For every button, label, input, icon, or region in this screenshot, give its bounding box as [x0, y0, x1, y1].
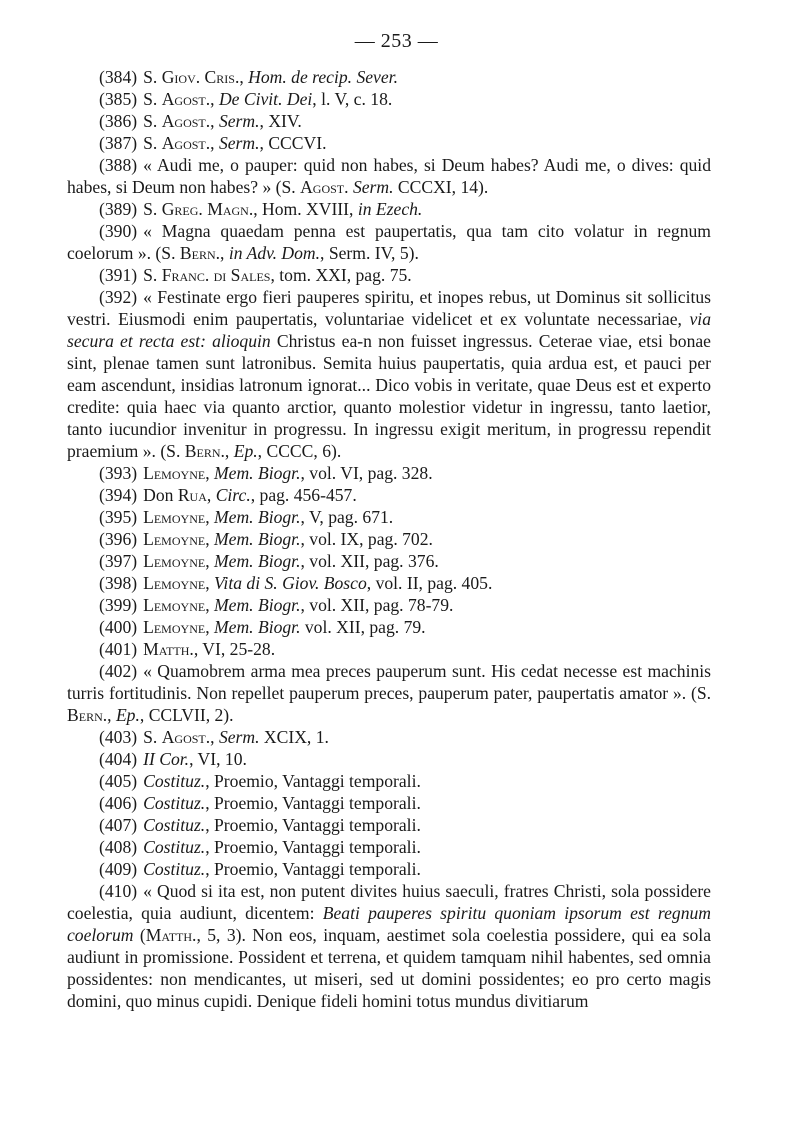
footnotes-list	[67, 66, 711, 1012]
footnote-author-name: Matth.	[143, 639, 194, 659]
footnote	[67, 726, 711, 748]
footnote-text: Don	[143, 485, 178, 505]
footnote-italic-text: via secura et recta est: alioquin	[67, 309, 711, 351]
footnote-number: (389)	[99, 199, 138, 219]
footnote	[67, 814, 711, 836]
footnote-text: S.	[143, 111, 162, 131]
footnote-text: , CCLVII, 2).	[139, 705, 234, 725]
footnote-italic-text: Serm.	[218, 133, 260, 153]
footnote-text: ,	[220, 243, 229, 263]
footnote	[67, 572, 711, 594]
footnote-author-name: Rua	[177, 485, 207, 505]
footnote-number: (401)	[99, 639, 138, 659]
footnote-text: ,	[205, 573, 214, 593]
footnote	[67, 528, 711, 550]
footnote-author-name: Lemoyne	[143, 595, 206, 615]
footnote-author-name: Agost.	[161, 111, 211, 131]
footnote-italic-text: Mem. Biogr.	[213, 595, 301, 615]
footnote-text: , 5, 3). Non eos, inquam, aestimet sola coelestia possidere, qui ea sola audiunt in promissione. Possident et terrena, et quidem tamquam nihil habentes, sed omnia possidentes: non mendicantes, ut miseri, sed ut domini possidentes; eo pro certo magis domini, quo minus cupidi. Denique fideli homini totus mundus divitiarum	[67, 925, 711, 1011]
footnote-author-name: Bern.	[184, 441, 225, 461]
footnote-italic-text: Costituz.	[143, 859, 206, 879]
footnote-text: , Proemio, Vantaggi temporali.	[205, 837, 421, 857]
footnote-text: « Quamobrem arma mea preces pauperum sunt. His cedat necesse est machinis turris fortitudinis. Non repellet pauperum preces, pauperum pater, paupertatis amator ». (S.	[67, 661, 711, 703]
footnote-number: (390)	[99, 221, 138, 241]
footnote-author-name: Lemoyne	[143, 507, 206, 527]
footnote-italic-text: Circ.	[215, 485, 251, 505]
footnote-author-name: Matth.	[145, 925, 197, 945]
footnote-italic-text: Costituz.	[143, 837, 206, 857]
footnote-number: (399)	[99, 595, 138, 615]
footnote-text: XCIX, 1.	[259, 727, 329, 747]
footnote-text: , XIV.	[259, 111, 302, 131]
footnote-text: (	[133, 925, 146, 945]
footnote	[67, 66, 711, 88]
footnote-text: S.	[143, 89, 162, 109]
footnote-text: ,	[206, 485, 216, 505]
footnote	[67, 858, 711, 880]
footnote-text: S.	[143, 727, 162, 747]
footnote-number: (397)	[99, 551, 138, 571]
footnote-text: , vol. II, pag. 405.	[366, 573, 493, 593]
footnote-text: « Quod si ita est, non putent divites huius saeculi, fratres Christi, sola possidere coelestia, quia audiunt, dicentem:	[67, 881, 711, 923]
footnote-text: ,	[239, 67, 249, 87]
footnote-text: CCCXI, 14).	[393, 177, 489, 197]
footnote-text: , Proemio, Vantaggi temporali.	[205, 859, 421, 879]
footnote-italic-text: Beati pauperes spiritu quoniam ipsorum est regnum coelorum	[67, 903, 711, 945]
footnote-text: ,	[205, 617, 214, 637]
footnote-text: ,	[205, 529, 214, 549]
footnote-author-name: Bern.	[179, 243, 221, 263]
footnote-number: (408)	[99, 837, 138, 857]
footnote-italic-text: in Ezech.	[357, 199, 423, 219]
footnote-number: (410)	[99, 881, 138, 901]
footnote-number: (406)	[99, 793, 138, 813]
footnote-number: (387)	[99, 133, 138, 153]
footnote	[67, 616, 711, 638]
footnote-italic-text: De Civit. Dei	[218, 89, 313, 109]
footnote-text: , CCCC, 6).	[257, 441, 342, 461]
footnote	[67, 506, 711, 528]
footnote-italic-text: Ep.	[233, 441, 258, 461]
footnote-text: , VI, 25-28.	[193, 639, 276, 659]
footnote-text: S.	[143, 199, 162, 219]
footnote	[67, 462, 711, 484]
footnote-italic-text: Ep.	[115, 705, 140, 725]
footnote-text: , Proemio, Vantaggi temporali.	[205, 815, 421, 835]
footnote-author-name: Agost.	[161, 133, 211, 153]
footnote-text: , Proemio, Vantaggi temporali.	[205, 771, 421, 791]
footnote-italic-text: Serm.	[218, 111, 260, 131]
footnote-text: ,	[205, 507, 214, 527]
footnote	[67, 286, 711, 462]
footnote-text: ,	[210, 89, 219, 109]
footnote-italic-text: Costituz.	[143, 771, 206, 791]
footnote-italic-text: Hom. de recip. Sever.	[248, 67, 398, 87]
footnote-author-name: Franc. di Sales	[161, 265, 271, 285]
footnote-number: (386)	[99, 111, 138, 131]
footnote-italic-text: Costituz.	[143, 815, 206, 835]
footnote-text: , V, pag. 671.	[300, 507, 394, 527]
footnote	[67, 484, 711, 506]
footnote	[67, 638, 711, 660]
footnote-italic-text: Serm.	[352, 177, 394, 197]
footnote-number: (405)	[99, 771, 138, 791]
footnote-number: (395)	[99, 507, 138, 527]
footnote-italic-text: in Adv. Dom.	[228, 243, 321, 263]
footnote-author-name: Lemoyne	[143, 551, 206, 571]
footnote-author-name: Lemoyne	[143, 617, 206, 637]
footnote-number: (396)	[99, 529, 138, 549]
footnote-italic-text: Mem. Biogr.	[213, 463, 301, 483]
footnote-author-name: Agost.	[161, 727, 211, 747]
footnote	[67, 770, 711, 792]
footnote	[67, 154, 711, 198]
footnote	[67, 88, 711, 110]
footnote-number: (388)	[99, 155, 138, 175]
footnote-text: , VI, 10.	[189, 749, 247, 769]
footnote-text: vol. XII, pag. 79.	[300, 617, 426, 637]
footnote-number: (384)	[99, 67, 138, 87]
footnote-italic-text: Mem. Biogr.	[213, 529, 301, 549]
footnote-text: , Serm. IV, 5).	[320, 243, 419, 263]
footnote-author-name: Lemoyne	[143, 529, 206, 549]
footnote-number: (409)	[99, 859, 138, 879]
footnote	[67, 132, 711, 154]
footnote-text: , vol. XII, pag. 78-79.	[300, 595, 454, 615]
footnote-number: (385)	[99, 89, 138, 109]
footnote-number: (400)	[99, 617, 138, 637]
footnote-text: ,	[205, 595, 214, 615]
footnote-text: ,	[107, 705, 116, 725]
footnote-text: , Proemio, Vantaggi temporali.	[205, 793, 421, 813]
footnote-text: , tom. XXI, pag. 75.	[270, 265, 412, 285]
footnote-text: ,	[210, 133, 219, 153]
page-number: — 253 —	[354, 30, 439, 52]
footnote-number: (403)	[99, 727, 138, 747]
footnote-text: ,	[210, 111, 219, 131]
footnote	[67, 198, 711, 220]
footnote-author-name: Lemoyne	[143, 463, 206, 483]
footnote-number: (407)	[99, 815, 138, 835]
footnote-italic-text: II Cor.	[143, 749, 190, 769]
footnote-text: ,	[205, 551, 214, 571]
footnote-text: S.	[143, 265, 162, 285]
footnote-italic-text: Mem. Biogr.	[213, 507, 301, 527]
footnote	[67, 792, 711, 814]
footnote-italic-text: Mem. Biogr.	[213, 551, 301, 571]
footnote-number: (394)	[99, 485, 138, 505]
footnote-text: « Festinate ergo fieri pauperes spiritu, et inopes rebus, ut Dominus sit sollicitus vestri. Eiusmodi enim paupertatis, voluntariae videlicet et ex voluntate necessariae,	[67, 287, 711, 329]
footnote-number: (391)	[99, 265, 138, 285]
footnote-text: , pag. 456-457.	[250, 485, 357, 505]
footnote	[67, 836, 711, 858]
footnote-text: « Magna quaedam penna est paupertatis, qua tam cito volatur in regnum coelorum ». (S.	[67, 221, 711, 263]
footnote-number: (392)	[99, 287, 138, 307]
footnote	[67, 110, 711, 132]
footnote	[67, 748, 711, 770]
footnote-text: , l. V, c. 18.	[312, 89, 393, 109]
footnote-number: (393)	[99, 463, 138, 483]
footnote-author-name: Greg. Magn.	[161, 199, 254, 219]
footnote	[67, 550, 711, 572]
footnote-text: ,	[210, 727, 219, 747]
footnote-text: « Audi me, o pauper: quid non habes, si Deum habes? Audi me, o dives: quid habes, si Deum non habes? » (S.	[67, 155, 711, 197]
footnote-author-name: Bern.	[67, 705, 108, 725]
footnote-text: S.	[143, 67, 162, 87]
footnote-text: , vol. IX, pag. 702.	[300, 529, 433, 549]
footnote-text: , Hom. XVIII,	[253, 199, 358, 219]
footnote-text: , vol. XII, pag. 376.	[300, 551, 439, 571]
footnote-text: Christus ea-n non fuisset ingressus. Ceterae viae, etsi bonae sint, plenae tamen sunt latronibus. Semita huius paupertatis, quia ardua est, et pauci per eam ascendunt, insidias latronum ignorat... Dico vobis in veritate, quae Deus est et experto credite: quia haec via quanto arctior, quanto molestior videtur in ingressu, tanto laetior, tanto iucundior invenitur in progressu. In ingressu exigit meritum, in progressu rependit praemium ». (S.	[67, 331, 711, 461]
footnote-text: , vol. VI, pag. 328.	[300, 463, 433, 483]
footnote	[67, 880, 711, 1012]
footnote-italic-text: Mem. Biogr.	[213, 617, 301, 637]
footnote-italic-text: Costituz.	[143, 793, 206, 813]
footnote	[67, 220, 711, 264]
footnote-number: (404)	[99, 749, 138, 769]
footnote	[67, 594, 711, 616]
footnote-text: ,	[205, 463, 214, 483]
footnote-author-name: Lemoyne	[143, 573, 206, 593]
footnote-number: (398)	[99, 573, 138, 593]
footnote-author-name: Agost.	[161, 89, 211, 109]
footnote	[67, 660, 711, 726]
footnote-italic-text: Serm.	[218, 727, 260, 747]
footnote-italic-text: Vita di S. Giov. Bosco	[213, 573, 367, 593]
footnote-text: S.	[143, 133, 162, 153]
footnote-author-name: Giov. Cris.	[161, 67, 240, 87]
footnote-text: , CCCVI.	[259, 133, 327, 153]
footnote-author-name: Agost.	[300, 177, 349, 197]
footnote	[67, 264, 711, 286]
footnote-number: (402)	[99, 661, 138, 681]
footnote-text: ,	[224, 441, 234, 461]
